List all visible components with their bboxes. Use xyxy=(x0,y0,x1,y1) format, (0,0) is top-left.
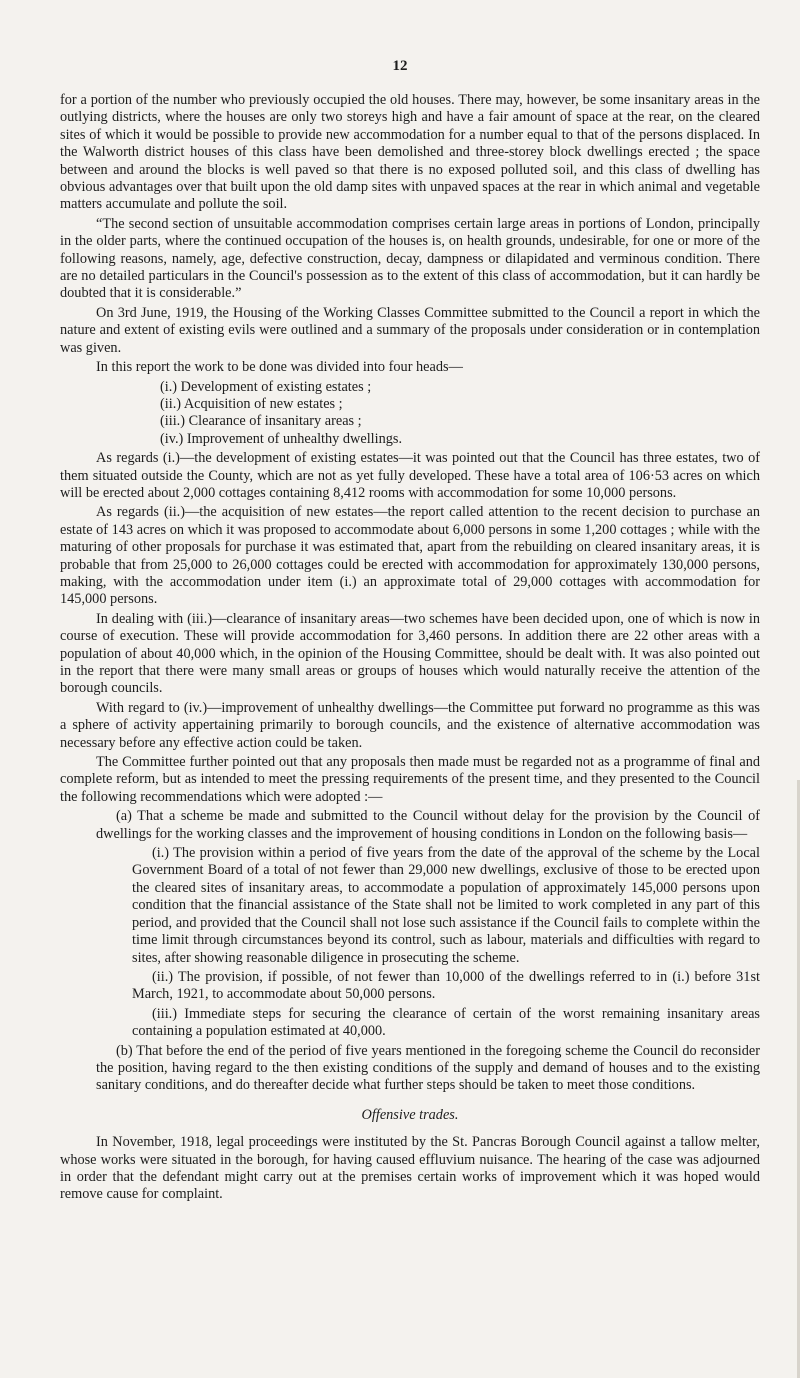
paragraph: In this report the work to be done was divided into four heads— xyxy=(96,359,463,376)
paragraph: for a portion of the number who previously occupied the old houses. There may, however, be some insanitary areas in the outlying districts, where the houses are only two storeys high and have a fair amount of space at the rear, on the cleared sites of which it would be possible to provide new accommodation for a number equal to that of the persons displaced. In the Walworth district houses of this class have been demolished and three-storey block dwellings erected ; the space between and around the blocks is well paved so that there is no exposed polluted soil, and this class of dwelling has obvious advantages over that built upon the old damp sites with unpaved spaces at the rear in which animal and vegetable matters accumulate and pollute the soil. xyxy=(60,92,760,213)
paragraph: With regard to (iv.)—improvement of unhealthy dwellings—the Committee put forward no programme as this was a sphere of activity appertaining primarily to borough councils, and the existence of alternative accommodation was necessary before any effective action could be taken. xyxy=(60,699,760,751)
paragraph: As regards (ii.)—the acquisition of new estates—the report called attention to the recent decision to purchase an estate of 143 acres on which it was proposed to accommodate about 6,000 persons in some 1,200 cottages ; while with the maturing of other proposals for purchase it was estimated that, apart from the rebuilding on cleared insanitary areas, it is probable that from 25,000 to 26,000 cottages could be erected with accommodation for approximately 130,000 persons, making, with the accommodation under item (i.) an approximate total of 29,000 cottages with accommodation for 145,000 persons. xyxy=(60,504,760,608)
paragraph: In November, 1918, legal proceedings were instituted by the St. Pancras Borough Council against a tallow melter, whose works were situated in the borough, for having caused effluvium nuisance. The hearing of the case was adjourned in order that the defendant might carry out at the premises certain works of improvement which it was hoped would remove cause for complaint. xyxy=(60,1134,760,1203)
list-item: (ii.) Acquisition of new estates ; xyxy=(160,395,343,412)
section-heading: Offensive trades. xyxy=(361,1106,459,1123)
recommendation-a: (a) That a scheme be made and submitted to the Council without delay for the provision by the Council of dwellings for the working classes and the improvement of housing conditions in London on the following basis— xyxy=(96,808,760,842)
recommendation-sub-item: (ii.) The provision, if possible, of not fewer than 10,000 of the dwellings referred to in (i.) before 31st March, 1921, to accommodate about 50,000 persons. xyxy=(132,968,760,1003)
recommendation-b: (b) That before the end of the period of five years mentioned in the foregoing scheme the Council do reconsider the position, having regard to the then existing conditions of the supply and demand of houses and to the existing sanitary conditions, and do thereafter decide what further steps should be taken to meet those conditions. xyxy=(96,1042,760,1094)
heads-list xyxy=(60,379,760,449)
recommendation-sub-item: (iii.) Immediate steps for securing the clearance of certain of the worst remaining insanitary areas containing a population estimated at 40,000. xyxy=(132,1005,760,1040)
paragraph: “The second section of unsuitable accommodation comprises certain large areas in portions of London, principally in the older parts, where the continued occupation of the houses is, on health grounds, undesirable, for one or more of the following reasons, namely, age, defective construction, decay, dampness or dilapidated and verminous condition. There are no detailed particulars in the Council's possession as to the extent of this class of accommodation, but it can hardly be doubted that it is considerable.” xyxy=(60,215,760,302)
document-body xyxy=(60,92,760,1206)
list-item: (iii.) Clearance of insanitary areas ; xyxy=(160,413,362,430)
paragraph: On 3rd June, 1919, the Housing of the Working Classes Committee submitted to the Council a report in which the nature and extent of existing evils were outlined and a summary of the proposals under consideration or in contemplation was given. xyxy=(60,304,760,356)
paragraph: In dealing with (iii.)—clearance of insanitary areas—two schemes have been decided upon, one of which is now in course of execution. These will provide accommodation for 3,460 persons. In addition there are 22 other areas with a population of about 40,000 which, in the opinion of the Housing Committee, should be dealt with. It was also pointed out in the report that there were many small areas or groups of houses which would naturally receive the attention of the borough councils. xyxy=(60,610,760,697)
paragraph: The Committee further pointed out that any proposals then made must be regarded not as a programme of final and complete reform, but as intended to meet the pressing requirements of the present time, and they presented to the Council the following recommendations which were adopted :— xyxy=(60,754,760,805)
recommendation-sub-item: (i.) The provision within a period of five years from the date of the approval of the scheme by the Local Government Board of a total of not fewer than 29,000 new dwellings, exclusive of those to be erected upon the cleared sites of insanitary areas, to accommodate a population of approximately 145,000 persons upon condition that the financial assistance of the State shall not be limited to work completed in any part of this period, and provided that the Council shall not lose such assistance if the Council fails to complete within the time limit through circumstances beyond its control, such as labour, materials and difficulties with regard to sites, after showing reasonable diligence in prosecuting the scheme. xyxy=(132,845,760,966)
list-item: (iv.) Improvement of unhealthy dwellings. xyxy=(160,430,403,447)
page-number: 12 xyxy=(392,58,408,74)
paragraph: As regards (i.)—the development of existing estates—it was pointed out that the Council has three estates, two of them situated outside the County, which are not as yet fully developed. These have a total area of 106·53 acres on which will be erected about 2,000 cottages containing 8,412 rooms with accommodation for some 10,000 persons. xyxy=(60,450,760,501)
list-item: (i.) Development of existing estates ; xyxy=(160,378,372,395)
